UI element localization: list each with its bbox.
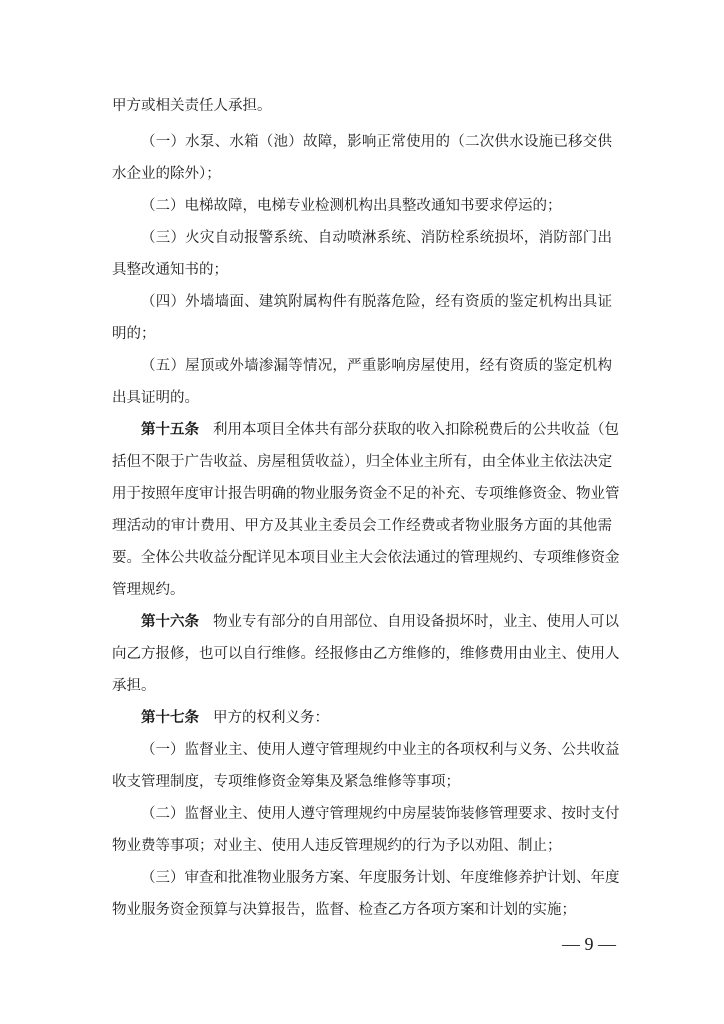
text-line: （一）监督业主、使用人遵守管理规约中业主的各项权利与义务、公共收益 (141, 742, 620, 758)
text-line: 物业服务资金预算与决算报告，监督、检查乙方各项方案和计划的实施； (112, 902, 576, 918)
text-line: （四）外墙墙面、建筑附属构件有脱落危险，经有资质的鉴定机构出具证 (141, 294, 612, 310)
text-line: （二）电梯故障，电梯专业检测机构出具整改通知书要求停运的； (141, 198, 562, 214)
text-line: 具整改通知书的； (112, 262, 228, 278)
text-line: 物业费等事项；对业主、使用人违反管理规约的行为予以劝阻、制止； (112, 838, 562, 854)
article-15-heading: 第十五条 (141, 421, 199, 438)
text-line: 用于按照年度审计报告明确的物业服务资金不足的补充、专项维修资金、物业管 (112, 486, 620, 502)
text-line: 要。全体公共收益分配详见本项目业主大会依法通过的管理规约、专项维修资金 (112, 550, 620, 566)
text-line: 甲方或相关责任人承担。 (112, 98, 272, 114)
article-16-heading: 第十六条 (141, 613, 199, 630)
text-line: 承担。 (112, 678, 156, 694)
text-line: （一）水泵、水箱（池）故障，影响正常使用的（二次供水设施已移交供 (141, 134, 612, 150)
article-16-line (141, 612, 619, 632)
text-line: 理活动的审计费用、甲方及其业主委员会工作经费或者物业服务方面的其他需 (112, 518, 612, 534)
text-line: （二）监督业主、使用人遵守管理规约中房屋装饰装修管理要求、按时支付 (141, 806, 620, 822)
page-number: — 9 — (562, 934, 616, 954)
text-line: 甲方的权利义务： (213, 710, 329, 726)
text-line: （三）火灾自动报警系统、自动喷淋系统、消防栓系统损坏，消防部门出 (141, 230, 612, 246)
text-line: 水企业的除外）； (112, 166, 221, 182)
text-line: 管理规约。 (112, 582, 185, 598)
article-15-line (141, 420, 619, 440)
text-line: 收支管理制度，专项维修资金筹集及紧急维修等事项； (112, 774, 460, 790)
article-17-line (141, 708, 329, 728)
text-line: 利用本项目全体共有部分获取的收入扣除税费后的公共收益（包 (213, 422, 619, 438)
article-17-heading: 第十七条 (141, 709, 199, 726)
text-line: （五）屋顶或外墙渗漏等情况，严重影响房屋使用，经有资质的鉴定机构 (141, 358, 612, 374)
text-line: 物业专有部分的自用部位、自用设备损坏时，业主、使用人可以 (213, 614, 619, 630)
text-line: 向乙方报修，也可以自行维修。经报修由乙方维修的，维修费用由业主、使用人 (112, 646, 620, 662)
text-line: 括但不限于广告收益、房屋租赁收益），归全体业主所有，由全体业主依法决定 (112, 454, 613, 470)
text-line: 出具证明的。 (112, 390, 199, 406)
text-line: 明的； (112, 326, 156, 342)
text-line: （三）审查和批准物业服务方案、年度服务计划、年度维修养护计划、年度 (141, 870, 620, 886)
